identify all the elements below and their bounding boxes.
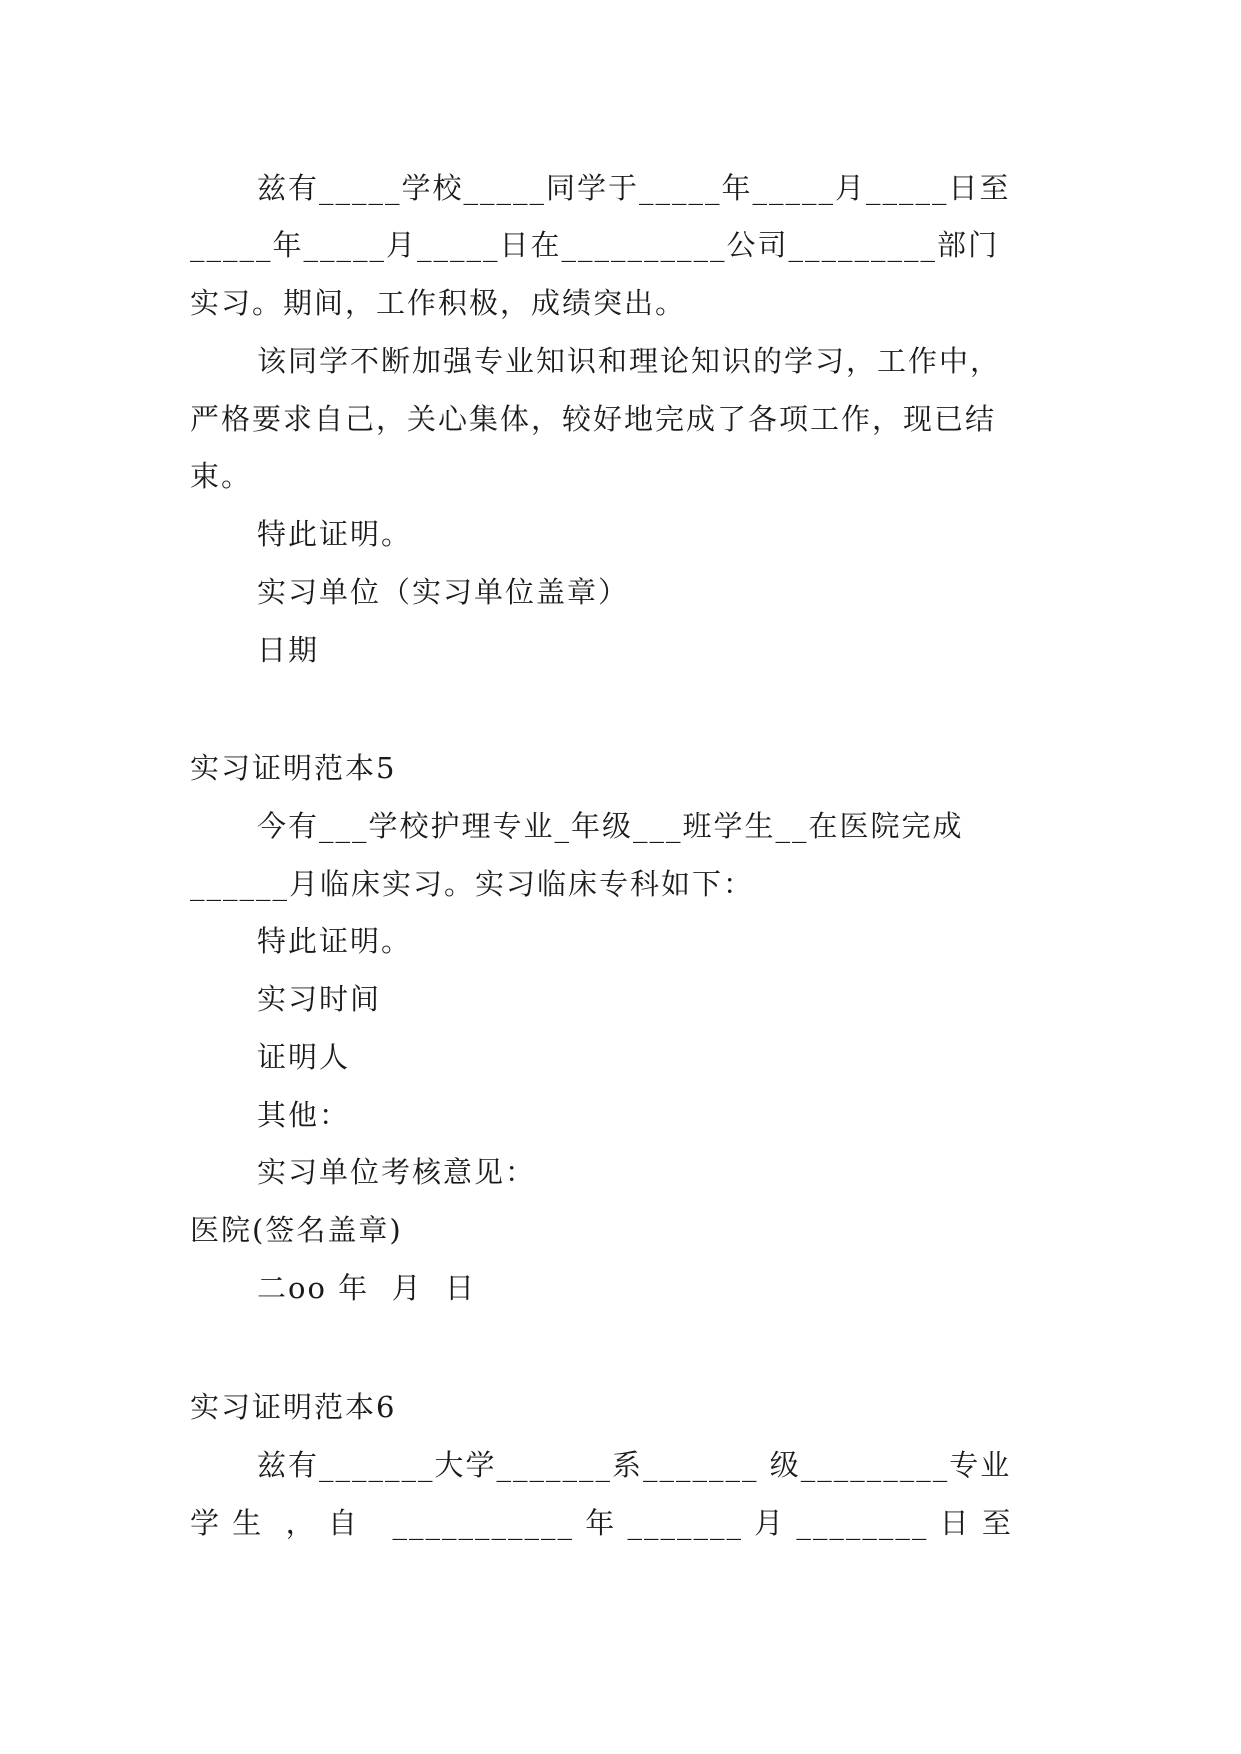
paragraph-line: 医院(签名盖章) [190, 1213, 403, 1247]
paragraph-line: 实习单位考核意见： [257, 1155, 537, 1189]
paragraph-line: 该同学不断加强专业知识和理论知识的学习，工作中， [257, 344, 1002, 378]
section-heading: 实习证明范本5 [190, 751, 397, 785]
paragraph-line: 实习单位（实习单位盖章） [257, 575, 630, 609]
section-heading: 实习证明范本6 [190, 1390, 397, 1424]
paragraph-line: ______月临床实习。实习临床专科如下： [190, 867, 755, 901]
paragraph-line: 严格要求自己，关心集体，较好地完成了各项工作，现已结 [190, 402, 997, 436]
paragraph-line: 日期 [257, 633, 320, 667]
paragraph-line: 特此证明。 [257, 924, 413, 958]
paragraph-line: 兹有_____学校_____同学于_____年_____月_____日至 [257, 171, 1011, 205]
paragraph-line: 其他： [257, 1098, 351, 1132]
paragraph-line: 学 生 ， 自 ___________ 年 _______ 月 ________ 日 至 [190, 1506, 1013, 1540]
paragraph-line: 今有___学校护理专业_年级___班学生__在医院完成 [257, 809, 964, 843]
paragraph-line: 证明人 [257, 1040, 351, 1074]
paragraph-line: 束。 [190, 459, 253, 493]
paragraph-line: 特此证明。 [257, 517, 413, 551]
paragraph-line: 实习。期间，工作积极，成绩突出。 [190, 286, 687, 320]
paragraph-line: 实习时间 [257, 982, 382, 1016]
paragraph-line: _____年_____月_____日在__________公司_________部门 [190, 228, 1000, 262]
paragraph-line: 兹有_______大学_______系_______ 级_________专业 [257, 1448, 1012, 1482]
paragraph-line: 二oo 年 月 日 [257, 1271, 477, 1305]
